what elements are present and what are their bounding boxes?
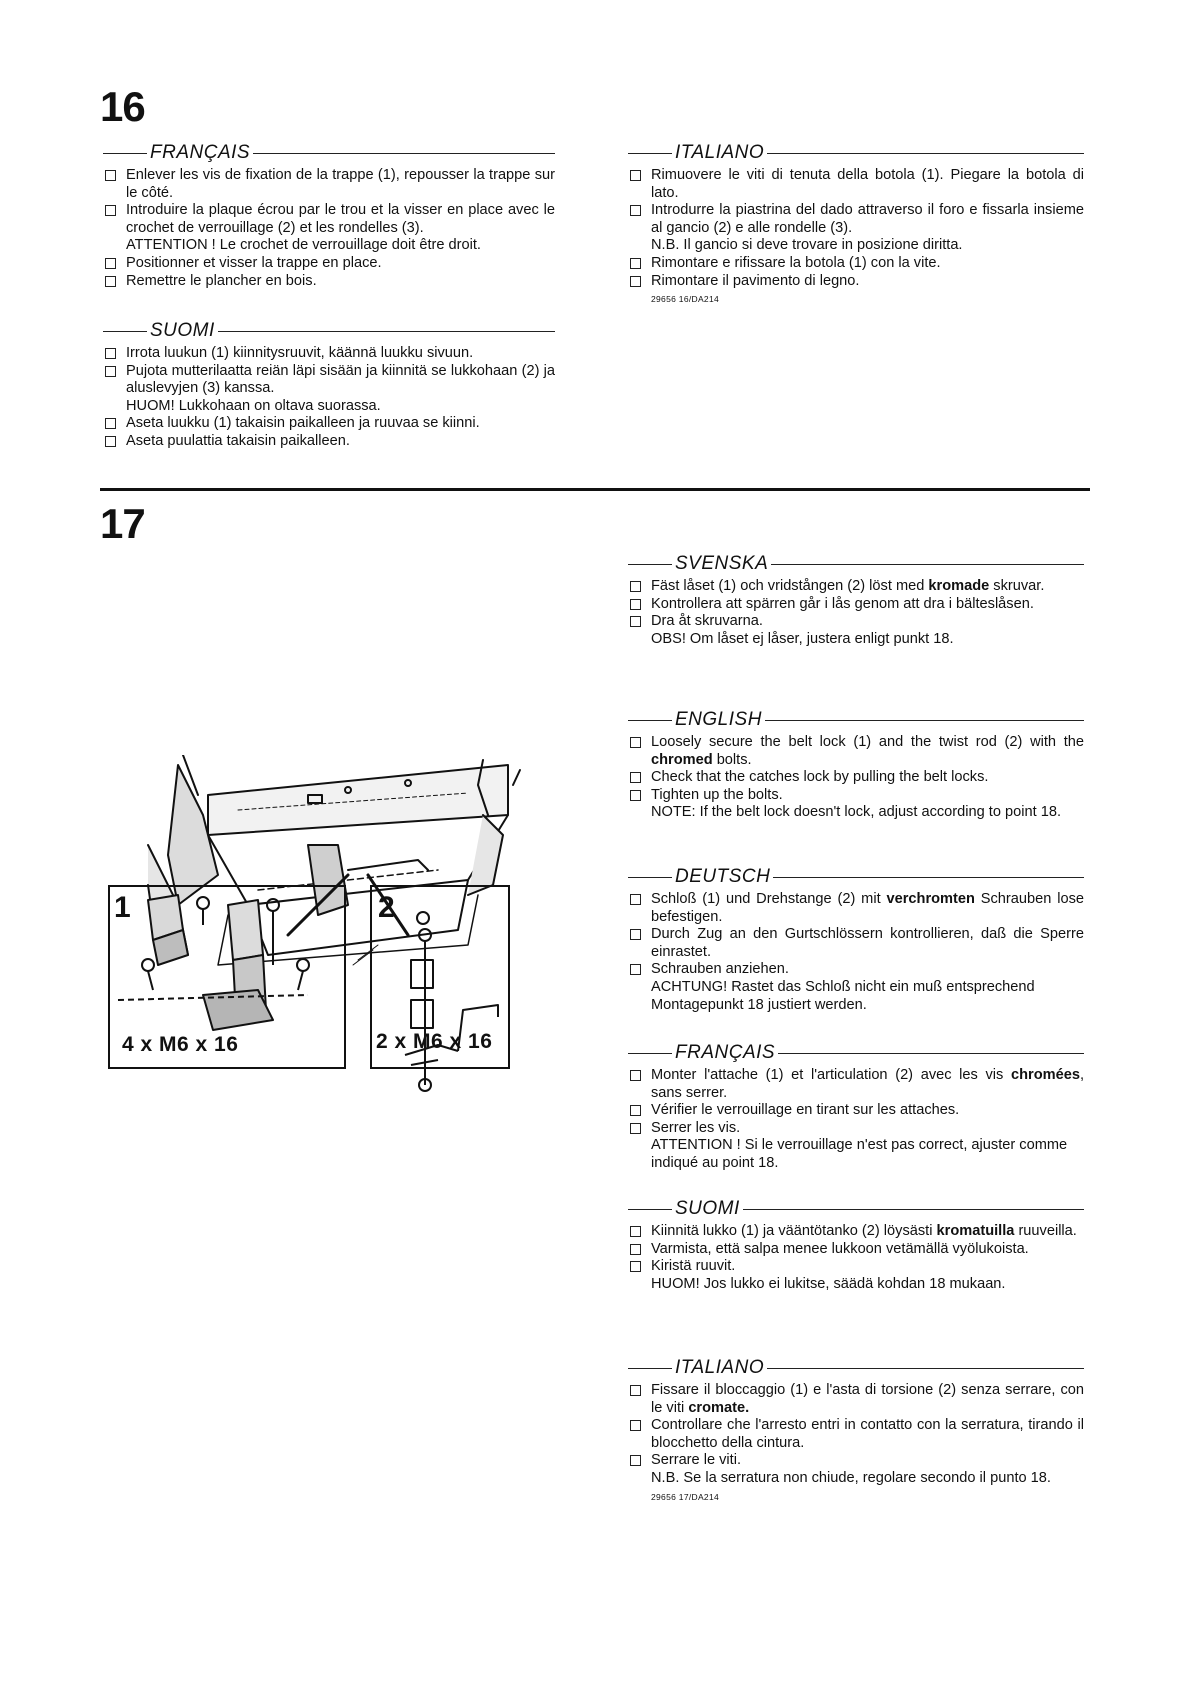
language-title: SVENSKA (675, 553, 769, 574)
checkbox-icon (630, 581, 641, 592)
list-item: Serrare le viti. (628, 1452, 1084, 1470)
list-item: Schloß (1) und Drehstange (2) mit verchromten Schrauben lose befestigen. (628, 891, 1084, 926)
language-title: ITALIANO (675, 142, 765, 163)
section-16-suomi (103, 320, 555, 451)
list-item: Dra åt skruvarna. (628, 613, 1084, 631)
list-item: Kiristä ruuvit. (628, 1258, 1084, 1276)
list-item: Check that the catches lock by pulling the belt locks. (628, 769, 1084, 787)
checkbox-icon (630, 276, 641, 287)
list-item: Tighten up the bolts. (628, 787, 1084, 805)
list-item: Rimuovere le viti di tenuta della botola (1). Piegare la botola di lato. (628, 167, 1084, 202)
section-17-francais (628, 1042, 1084, 1173)
detail-1-bolt-label: 4 x M6 x 16 (122, 1033, 239, 1056)
checkbox-icon (105, 436, 116, 447)
checkbox-icon (630, 1244, 641, 1255)
language-title: ITALIANO (675, 1357, 765, 1378)
checkbox-icon (105, 258, 116, 269)
checkbox-icon (105, 205, 116, 216)
checkbox-icon (630, 772, 641, 783)
list-item: Fissare il bloccaggio (1) e l'asta di torsione (2) senza serrare, con le viti cromate. (628, 1382, 1084, 1417)
document-code: 29656 17/DA214 (651, 1491, 720, 1502)
checkbox-icon (630, 964, 641, 975)
detail-1-number: 1 (114, 891, 132, 924)
note-text: ACHTUNG! Rastet das Schloß nicht ein muß entsprechend Montagepunkt 18 justiert werden. (651, 978, 1035, 1013)
checkbox-icon (105, 348, 116, 359)
language-title: FRANÇAIS (150, 142, 251, 163)
document-code: 29656 16/DA214 (651, 294, 720, 305)
note-text: N.B. Il gancio si deve trovare in posizione diritta. (651, 237, 963, 254)
list-item: Rimontare il pavimento di legno. (628, 273, 1084, 291)
list-item: Durch Zug an den Gurtschlössern kontrollieren, daß die Sperre einrastet. (628, 926, 1084, 961)
checkbox-icon (630, 258, 641, 269)
list-item: Rimontare e rifissare la botola (1) con la vite. (628, 255, 1084, 273)
checkbox-icon (630, 1123, 641, 1134)
checkbox-icon (630, 1385, 641, 1396)
detail-2-number: 2 (378, 891, 396, 924)
section-heading (628, 1042, 1084, 1064)
list-item: Varmista, että salpa menee lukkoon vetämällä vyölukoista. (628, 1241, 1084, 1259)
step-number-16: 16 (100, 83, 145, 130)
checkbox-icon (630, 737, 641, 748)
section-16-italiano (628, 142, 1084, 304)
section-17-svenska (628, 553, 1084, 648)
list-item: Controllare che l'arresto entri in contatto con la serratura, tirando il blocchetto della cintura. (628, 1417, 1084, 1452)
checkbox-icon (105, 366, 116, 377)
list-item: Schrauben anziehen. (628, 961, 1084, 979)
section-heading (628, 709, 1084, 731)
checkbox-icon (630, 1455, 641, 1466)
list-item: Enlever les vis de fixation de la trappe (1), repousser la trappe sur le côté. (103, 167, 555, 202)
list-item: Remettre le plancher en bois. (103, 273, 555, 291)
list-item: Positionner et visser la trappe en place. (103, 255, 555, 273)
section-divider (100, 488, 1090, 491)
checkbox-icon (630, 599, 641, 610)
list-item: Pujota mutterilaatta reiän läpi sisään ja kiinnitä se lukkohaan (2) ja aluslevyjen (3) kanssa. (103, 363, 555, 398)
list-item: Kiinnitä lukko (1) ja vääntötanko (2) löysästi kromatuilla ruuveilla. (628, 1223, 1084, 1241)
list-item: Vérifier le verrouillage en tirant sur les attaches. (628, 1102, 1084, 1120)
list-item: Fäst låset (1) och vridstången (2) löst med kromade skruvar. (628, 578, 1084, 596)
note-text: HUOM! Lukkohaan on oltava suorassa. (126, 397, 381, 414)
language-title: SUOMI (675, 1198, 740, 1219)
checkbox-icon (630, 1226, 641, 1237)
list-item: Introduire la plaque écrou par le trou et la visser en place avec le crochet de verrouillage (2) et les rondelles (3). (103, 202, 555, 237)
list-item: Monter l'attache (1) et l'articulation (2) avec les vis chromées, sans serrer. (628, 1067, 1084, 1102)
list-item: Serrer les vis. (628, 1120, 1084, 1138)
note-text: N.B. Se la serratura non chiude, regolare secondo il punto 18. (651, 1469, 1051, 1486)
section-heading (628, 553, 1084, 575)
note-text: ATTENTION ! Si le verrouillage n'est pas correct, ajuster comme indiqué au point 18. (651, 1137, 1068, 1171)
checkbox-icon (630, 205, 641, 216)
checkbox-icon (630, 790, 641, 801)
checkbox-icon (630, 929, 641, 940)
section-17-italiano (628, 1357, 1084, 1502)
section-heading (628, 1198, 1084, 1220)
language-title: DEUTSCH (675, 866, 771, 887)
note-text: ATTENTION ! Le crochet de verrouillage doit être droit. (126, 237, 481, 254)
section-heading (628, 866, 1084, 888)
detail-2-bolt-label: 2 x M6 x 16 (376, 1030, 493, 1053)
checkbox-icon (630, 1420, 641, 1431)
list-item: Aseta puulattia takaisin paikalleen. (103, 433, 555, 451)
checkbox-icon (630, 170, 641, 181)
checkbox-icon (630, 1261, 641, 1272)
section-heading (103, 320, 555, 342)
section-heading (103, 142, 555, 164)
checkbox-icon (105, 276, 116, 287)
list-item: Introdurre la piastrina del dado attraverso il foro e fissarla insieme al gancio (2) e alle rondelle (3). (628, 202, 1084, 237)
section-17-deutsch (628, 866, 1084, 1014)
section-heading (628, 142, 1084, 164)
checkbox-icon (630, 1070, 641, 1081)
step-number-17: 17 (100, 500, 145, 547)
list-item: Irrota luukun (1) kiinnitysruuvit, käännä luukku sivuun. (103, 345, 555, 363)
language-title: SUOMI (150, 320, 215, 341)
section-17-suomi (628, 1198, 1084, 1293)
section-heading (628, 1357, 1084, 1379)
section-17-english (628, 709, 1084, 822)
section-16-francais (103, 142, 555, 290)
checkbox-icon (630, 1105, 641, 1116)
list-item: Aseta luukku (1) takaisin paikalleen ja ruuvaa se kiinni. (103, 415, 555, 433)
checkbox-icon (105, 170, 116, 181)
language-title: ENGLISH (675, 709, 762, 730)
installation-illustration (108, 755, 558, 1175)
note-text: HUOM! Jos lukko ei lukitse, säädä kohdan 18 mukaan. (651, 1275, 1006, 1292)
list-item: Kontrollera att spärren går i lås genom att dra i bälteslåsen. (628, 596, 1084, 614)
checkbox-icon (630, 616, 641, 627)
note-text: NOTE: If the belt lock doesn't lock, adjust according to point 18. (651, 804, 1062, 821)
note-text: OBS! Om låset ej låser, justera enligt punkt 18. (651, 630, 954, 647)
checkbox-icon (630, 894, 641, 905)
list-item: Loosely secure the belt lock (1) and the twist rod (2) with the chromed bolts. (628, 734, 1084, 769)
language-title: FRANÇAIS (675, 1042, 776, 1063)
checkbox-icon (105, 418, 116, 429)
